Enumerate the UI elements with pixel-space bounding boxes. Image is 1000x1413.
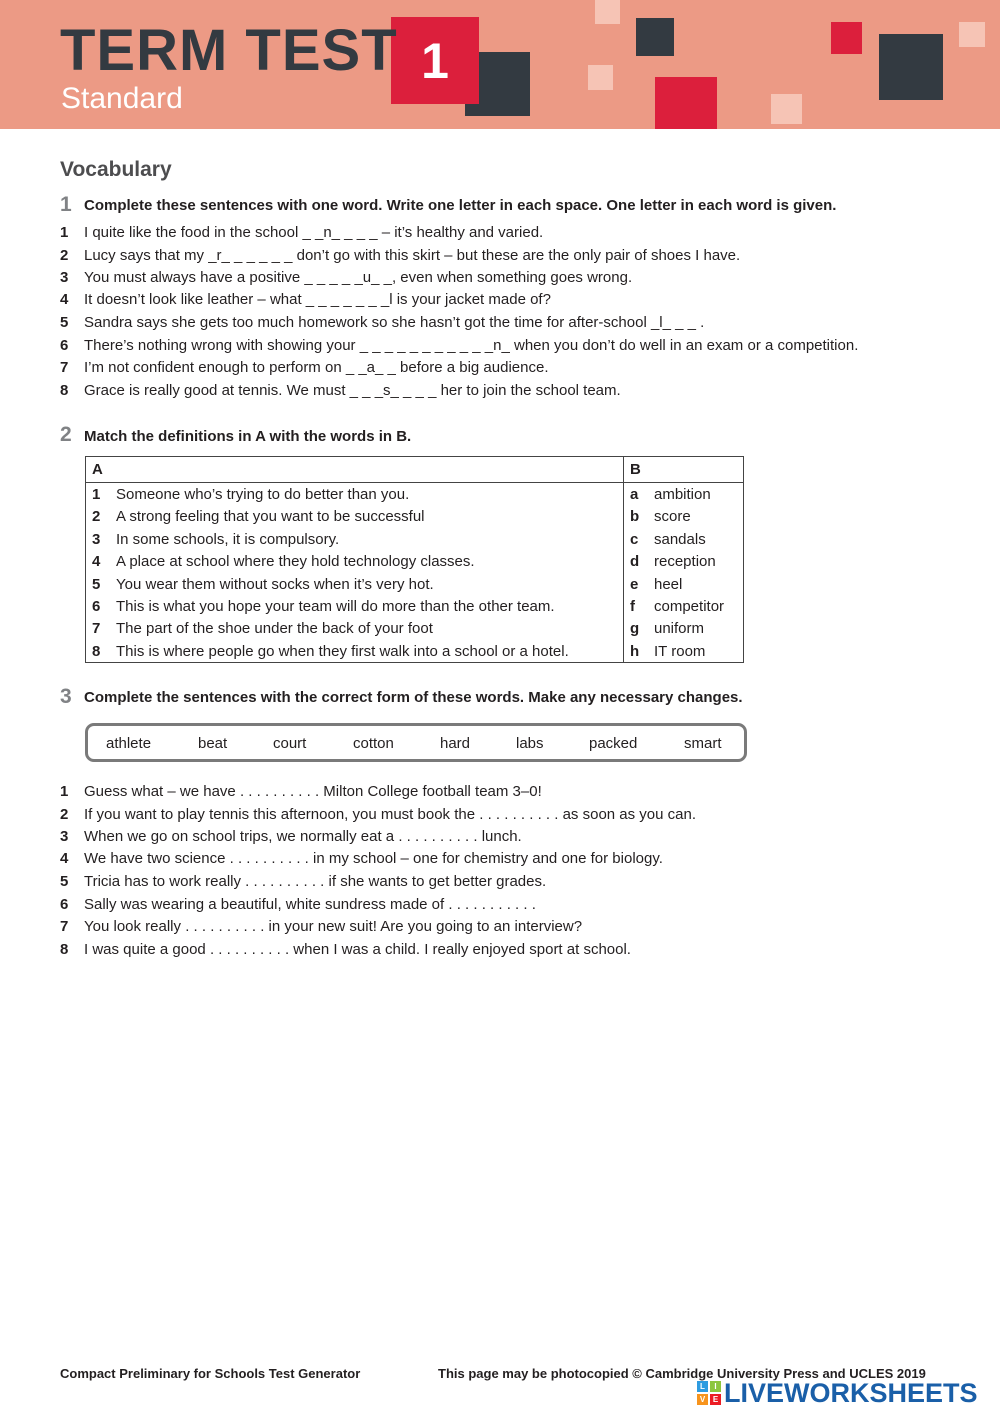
answer-blank: . . . . . . . . . . — [398, 828, 478, 845]
definition-text: The part of the shoe under the back of your foot — [116, 620, 433, 638]
item-sentence — [84, 850, 663, 868]
word-cell — [630, 598, 724, 615]
word-letter: g — [630, 620, 640, 638]
definition-text: Someone who’s trying to do better than you. — [116, 486, 410, 503]
item-sentence — [84, 896, 536, 914]
decor-square — [595, 0, 620, 24]
column-b-header: B — [630, 461, 641, 478]
decor-square — [959, 22, 985, 47]
word-letter: c — [630, 530, 639, 548]
item-number: 4 — [60, 850, 69, 867]
sentence-end: Milton College football team 3–0! — [323, 783, 542, 800]
item-number: 7 — [60, 918, 69, 935]
definition-cell — [92, 531, 339, 548]
definition-cell — [92, 576, 434, 593]
word-letter: h — [630, 642, 640, 660]
word-text: competitor — [654, 598, 725, 615]
item-sentence — [84, 873, 546, 891]
decor-square — [588, 65, 613, 90]
item-text: Lucy says that my _r_ _ _ _ _ _ don’t go with this skirt – but these are the only pair of shoes I have. — [84, 247, 741, 264]
exercise-3-number: 3 — [60, 685, 72, 708]
word-letter: a — [630, 486, 639, 503]
decor-square — [879, 34, 943, 100]
definition-number: 6 — [92, 598, 101, 615]
item-sentence — [84, 941, 631, 959]
sentence-start: I was quite a good — [84, 941, 206, 958]
exercise-1-number: 1 — [60, 193, 72, 216]
item-text: Grace is really good at tennis. We must _ _ _s_ _ _ _ her to join the school team. — [84, 382, 621, 399]
sentence-start: If you want to play tennis this afternoon, you must book the — [84, 806, 476, 823]
word-text: score — [654, 508, 691, 526]
answer-blank: . . . . . . . . . . — [245, 873, 325, 890]
definition-number: 5 — [92, 575, 101, 593]
item-text: There’s nothing wrong with showing your _ _ _ _ _ _ _ _ _ _ _n_ when you don’t do well in an exam or a competition. — [84, 337, 859, 354]
exercise-3-instruction: Complete the sentences with the correct form of these words. Make any necessary changes. — [84, 689, 743, 706]
word-bank-item: hard — [440, 735, 471, 752]
match-table — [85, 456, 744, 663]
definition-text: This is what you hope your team will do more than the other team. — [116, 598, 555, 615]
logo-letter: L — [697, 1381, 708, 1392]
section-title: Vocabulary — [60, 158, 172, 181]
sentence-end: as soon as you can. — [562, 806, 697, 823]
page-title: TERM TEST — [60, 18, 398, 83]
sentence-end: in my school – one for chemistry and one for biology. — [313, 850, 663, 867]
word-cell — [630, 643, 705, 660]
answer-blank: . . . . . . . . . . — [229, 850, 309, 867]
item-number: 4 — [60, 291, 69, 308]
header-band — [0, 0, 1000, 129]
word-text: sandals — [654, 530, 706, 548]
footer-copyright: This page may be photocopied © Cambridge University Press and UCLES 2019 — [438, 1366, 926, 1381]
item-number: 3 — [60, 269, 69, 286]
word-cell — [630, 508, 691, 525]
exercise-1-instruction: Complete these sentences with one word. Write one letter in each space. One letter in each word is given. — [84, 197, 837, 214]
sentence-start: We have two science — [84, 850, 226, 867]
sentence-end: . — [531, 896, 536, 913]
item-text: Sandra says she gets too much homework so she hasn’t got the time for after-school _l_ _ _ . — [84, 314, 705, 331]
table-divider — [623, 457, 624, 662]
page-subtitle: Standard — [61, 82, 183, 115]
word-cell — [630, 486, 711, 503]
word-text: uniform — [654, 620, 705, 638]
item-sentence — [84, 918, 582, 936]
footer-source: Compact Preliminary for Schools Test Generator — [60, 1366, 361, 1381]
sentence-start: Tricia has to work really — [84, 873, 241, 890]
item-sentence — [84, 783, 542, 801]
answer-blank: . . . . . . . . . . — [239, 783, 320, 800]
sentence-end: when I was a child. I really enjoyed sport at school. — [293, 941, 631, 958]
word-text: ambition — [654, 486, 711, 503]
definition-number: 2 — [92, 508, 101, 526]
sentence-end: if she wants to get better grades. — [328, 873, 547, 890]
definition-number: 4 — [92, 553, 101, 571]
definition-cell — [92, 486, 409, 503]
answer-blank: . . . . . . . . . . — [479, 806, 559, 823]
item-text: It doesn’t look like leather – what _ _ _ _ _ _ _l is your jacket made of? — [84, 291, 551, 308]
answer-blank: . . . . . . . . . . — [209, 941, 290, 958]
answer-blank: . . . . . . . . . . — [185, 918, 265, 935]
definition-cell — [92, 553, 475, 570]
definition-number: 1 — [92, 486, 101, 503]
item-sentence — [84, 828, 522, 846]
item-number: 7 — [60, 359, 69, 376]
word-bank-item: packed — [589, 735, 638, 752]
sentence-start: Sally was wearing a beautiful, white sundress made of — [84, 896, 445, 913]
decor-square — [636, 18, 674, 56]
decor-square — [655, 77, 717, 129]
word-text: IT room — [654, 642, 706, 660]
item-text: I quite like the food in the school _ _n_ _ _ _ – it’s healthy and varied. — [84, 224, 544, 241]
item-number: 5 — [60, 314, 69, 331]
definition-text: A place at school where they hold technology classes. — [116, 553, 475, 571]
item-number: 8 — [60, 382, 69, 399]
exercise-2-instruction: Match the definitions in A with the words in B. — [84, 428, 412, 445]
definition-number: 8 — [92, 642, 101, 660]
table-header — [86, 457, 743, 483]
word-bank-item: labs — [516, 735, 544, 752]
word-cell — [630, 553, 716, 570]
item-text: You must always have a positive _ _ _ _ _u_ _, even when something goes wrong. — [84, 269, 633, 286]
item-number: 1 — [60, 783, 69, 800]
logo-letter: V — [697, 1394, 708, 1405]
item-number: 2 — [60, 247, 69, 264]
sentence-start: When we go on school trips, we normally eat a — [84, 828, 395, 845]
word-letter: b — [630, 508, 640, 526]
word-letter: e — [630, 575, 639, 593]
word-cell — [630, 531, 706, 548]
logo-letter: E — [710, 1394, 721, 1405]
sentence-start: You look really — [84, 918, 182, 935]
definition-cell — [92, 643, 569, 660]
definition-text: A strong feeling that you want to be successful — [116, 508, 425, 526]
logo-letter: I — [710, 1381, 721, 1392]
definition-number: 3 — [92, 530, 101, 548]
answer-blank: . . . . . . . . . . — [448, 896, 528, 913]
item-text: I’m not confident enough to perform on _ _a_ _ before a big audience. — [84, 359, 549, 376]
item-number: 8 — [60, 941, 69, 958]
word-letter: d — [630, 553, 640, 571]
sentence-start: Guess what – we have — [84, 783, 236, 800]
logo-text: LIVEWORKSHEETS — [724, 1377, 978, 1408]
word-bank-item: court — [273, 735, 307, 752]
test-number-badge: 1 — [391, 17, 479, 104]
word-bank-item: smart — [684, 735, 722, 752]
word-letter: f — [630, 598, 635, 615]
definition-text: This is where people go when they first walk into a school or a hotel. — [116, 642, 569, 660]
word-cell — [630, 576, 682, 593]
definition-cell — [92, 620, 433, 637]
item-number: 2 — [60, 806, 69, 823]
decor-square — [771, 94, 802, 124]
item-number: 1 — [60, 224, 69, 241]
word-text: reception — [654, 553, 716, 571]
item-number: 6 — [60, 337, 69, 354]
word-bank-item: beat — [198, 735, 228, 752]
column-a-header: A — [92, 461, 103, 478]
word-bank-item: cotton — [353, 735, 394, 752]
definition-cell — [92, 508, 425, 525]
word-bank-item: athlete — [106, 735, 152, 752]
item-number: 6 — [60, 896, 69, 913]
logo-grid-icon — [697, 1381, 721, 1405]
sentence-end: lunch. — [481, 828, 522, 845]
definition-text: You wear them without socks when it’s very hot. — [116, 575, 434, 593]
definition-text: In some schools, it is compulsory. — [116, 530, 340, 548]
item-sentence — [84, 806, 696, 824]
word-text: heel — [654, 575, 683, 593]
word-bank — [85, 723, 747, 762]
exercise-2-number: 2 — [60, 423, 72, 446]
decor-square — [831, 22, 862, 54]
item-number: 3 — [60, 828, 69, 845]
sentence-end: in your new suit! Are you going to an interview? — [268, 918, 583, 935]
liveworksheets-logo — [697, 1378, 978, 1408]
item-number: 5 — [60, 873, 69, 890]
definition-cell — [92, 598, 555, 615]
word-cell — [630, 620, 704, 637]
definition-number: 7 — [92, 620, 101, 638]
